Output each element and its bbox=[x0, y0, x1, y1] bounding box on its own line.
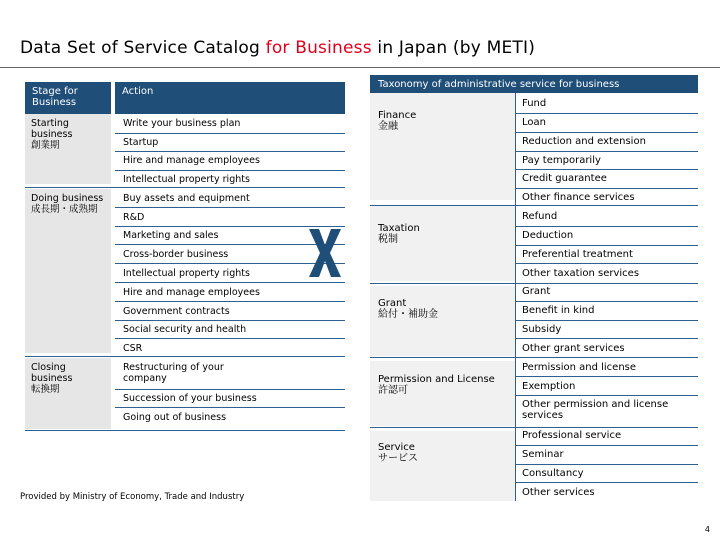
stage-column-header: Stage for Business bbox=[25, 82, 111, 114]
category-taxation: Taxation 税制 bbox=[378, 223, 420, 245]
taxonomy-item: Subsidy bbox=[522, 324, 562, 335]
action-item: Intellectual property rights bbox=[123, 174, 250, 185]
taxonomy-item: Permission and license bbox=[522, 362, 637, 373]
footer-credit: Provided by Ministry of Economy, Trade and Industry bbox=[20, 492, 245, 502]
taxonomy-item: Seminar bbox=[522, 449, 564, 460]
taxonomy-item: Other taxation services bbox=[522, 268, 640, 279]
title-highlight: for Business bbox=[265, 38, 372, 58]
page-number: 4 bbox=[704, 525, 710, 534]
page-title: Data Set of Service Catalog for Business in Japan (by METI) bbox=[20, 38, 536, 58]
taxonomy-item: Reduction and extension bbox=[522, 136, 646, 147]
taxonomy-item: Other finance services bbox=[522, 192, 635, 203]
category-permission: Permission and License 許認可 bbox=[378, 374, 495, 396]
action-item: R&D bbox=[123, 212, 145, 223]
taxonomy-item: Loan bbox=[522, 117, 546, 128]
taxonomy-header: Taxonomy of administrative service for business bbox=[370, 75, 698, 93]
action-item: Intellectual property rights bbox=[123, 268, 250, 279]
stage-starting-label: Starting business 創業期 bbox=[31, 118, 73, 151]
action-item: Social security and health bbox=[123, 324, 247, 335]
action-item: Hire and manage employees bbox=[123, 155, 260, 166]
action-item: Restructuring of your company bbox=[123, 362, 224, 384]
category-finance: Finance 金融 bbox=[378, 110, 417, 132]
taxonomy-item: Other permission and license services bbox=[522, 399, 669, 421]
taxonomy-item: Refund bbox=[522, 211, 558, 222]
category-grant: Grant 給付・補助金 bbox=[378, 298, 438, 320]
stage-doing-label: Doing business 成長期・成熟期 bbox=[31, 193, 104, 215]
action-item: Write your business plan bbox=[123, 118, 241, 129]
category-service: Service サービス bbox=[378, 442, 418, 464]
stage-closing-label: Closing business 転換期 bbox=[31, 362, 73, 395]
action-item: Buy assets and equipment bbox=[123, 193, 250, 204]
action-item: Cross-border business bbox=[123, 249, 229, 260]
taxonomy-item: Other services bbox=[522, 487, 595, 498]
taxonomy-item: Grant bbox=[522, 286, 551, 297]
action-item: Startup bbox=[123, 137, 159, 148]
action-column-header: Action bbox=[115, 82, 345, 114]
action-item: Government contracts bbox=[123, 306, 230, 317]
action-item: Going out of business bbox=[123, 412, 227, 423]
taxonomy-item: Exemption bbox=[522, 381, 576, 392]
action-item: CSR bbox=[123, 343, 143, 354]
cross-icon bbox=[305, 227, 345, 279]
action-item: Marketing and sales bbox=[123, 230, 219, 241]
taxonomy-item: Deduction bbox=[522, 230, 574, 241]
action-item: Succession of your business bbox=[123, 393, 257, 404]
action-item: Hire and manage employees bbox=[123, 287, 260, 298]
taxonomy-item: Other grant services bbox=[522, 343, 625, 354]
taxonomy-item: Benefit in kind bbox=[522, 305, 595, 316]
taxonomy-item: Credit guarantee bbox=[522, 173, 607, 184]
taxonomy-item: Pay temporarily bbox=[522, 155, 601, 166]
title-divider bbox=[0, 67, 720, 68]
taxonomy-item: Professional service bbox=[522, 430, 622, 441]
taxonomy-item: Preferential treatment bbox=[522, 249, 633, 260]
taxonomy-item: Fund bbox=[522, 98, 547, 109]
taxonomy-item: Consultancy bbox=[522, 468, 584, 479]
